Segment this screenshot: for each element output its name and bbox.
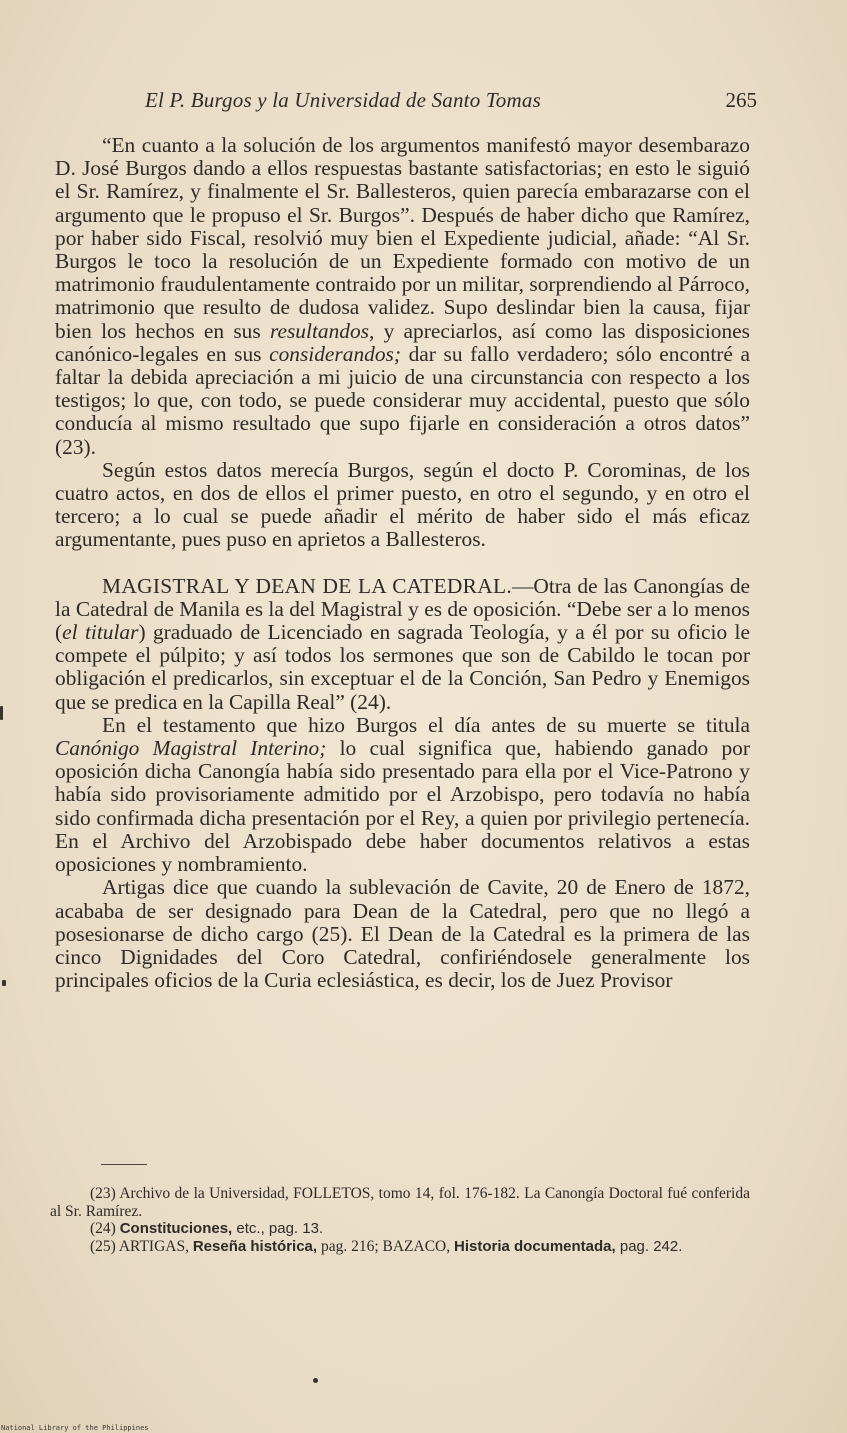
bold-run: Historia documentada, xyxy=(453,1237,616,1255)
text-run: (25) ARTIGAS, xyxy=(90,1237,193,1255)
text-run: pag. 216; BAZACO, xyxy=(317,1237,454,1255)
footnote-23: (23) Archivo de la Universidad, FOLLETOS, tomo 14, fol. 176-182. La Canongía Doctoral fué conferida al Sr. Ramírez. xyxy=(50,1185,750,1220)
library-credit: National Library of the Philippines xyxy=(1,1424,149,1432)
text-run: (24) xyxy=(90,1220,120,1238)
paragraph-2: Según estos datos merecía Burgos, según el docto P. Corominas, de los cuatro actos, en dos de ellos el primer puesto, en otro el segundo, y en otro el tercero; a lo cual se puede añadir el mérito de haber sido el más eficaz argumentante, pues puso en aprietos a Ballesteros. xyxy=(55,457,750,552)
page-number: 265 xyxy=(725,88,757,112)
main-text xyxy=(55,134,750,992)
footnote-rule xyxy=(101,1164,147,1165)
edge-mark xyxy=(0,706,3,720)
paragraph-3 xyxy=(55,575,750,714)
footnote-24 xyxy=(50,1220,750,1238)
text-run: etc., pag. 13. xyxy=(232,1220,324,1238)
footnotes xyxy=(50,1185,750,1255)
bold-run: Reseña histórica, xyxy=(192,1237,318,1255)
text-run: y apreciarlos, así como las disposiciones canónico-legales en sus xyxy=(55,318,750,366)
paragraph-1 xyxy=(55,134,750,459)
paragraph-4 xyxy=(55,714,750,876)
paragraph-5: Artigas dice que cuando la sublevación de Cavite, 20 de Enero de 1872, acababa de ser designado para Dean de la Catedral, pero que no llegó a posesionarse de dicho cargo (25). El Dean de la Catedral es la primera de las cinco Dignidades del Coro Catedral, confiriéndosele generalmente los principales oficios de la Curia eclesiástica, es decir, los de Juez Provisor xyxy=(55,875,750,993)
text-run: “En cuanto a la solución de los argumentos manifestó mayor desembarazo D. José Burgos dando a ellos respuestas bastante satisfactorias; en esto le siguió el Sr. Ramírez, y finalmente el Sr. Ballesteros, quien parecía embarazarse con el argumento que le propuso el Sr. Burgos”. Después de haber dicho que Ramírez, por haber sido Fiscal, resolvió muy bien el Expediente judicial, añade: “Al Sr. Burgos le toco la resolución de un Expediente formado con motivo de un matrimonio fraudulentamente contraido por un militar, sorprendiendo al Párroco, matrimonio que resulto de dudosa validez. Supo deslindar bien la causa, fijar bien los hechos en sus xyxy=(55,133,750,343)
section-gap xyxy=(55,552,750,575)
bold-run: Constituciones, xyxy=(119,1220,233,1238)
text-run: —Otra de las Canongías de la Catedral de Manila es la del Magistral y es de oposición. “Debe ser a lo menos ( xyxy=(55,573,751,645)
text-run: lo cual significa que, habiendo ganado por oposición dicha Canongía había sido presentado para ella por el Vice-Patrono y había sido provisoriamente admitido por el Arzobispo, pero todavía no había sido confirmada dicha presentación por el Rey, a quien por privilegio pertenecía. En el Archivo del Arzobispado debe haber documentos relativos a estas oposiciones y nombramiento. xyxy=(55,736,750,877)
text-run: En el testamento que hizo Burgos el día antes de su muerte se titula xyxy=(102,712,750,737)
italic-run: el titular xyxy=(62,620,139,645)
running-header xyxy=(145,88,757,118)
italic-run: resultandos, xyxy=(269,318,375,343)
running-title: El P. Burgos y la Universidad de Santo Tomas xyxy=(145,88,541,112)
section-heading: MAGISTRAL Y DEAN DE LA CATEDRAL. xyxy=(102,573,512,598)
text-run: pag. 242. xyxy=(615,1237,683,1255)
text-run: dar su fallo verdadero; sólo encontré a faltar la debida apreciación a mi juicio de una circunstancia con respecto a los testigos; lo que, con todo, se puede considerar muy accidental, puesto que sólo conducía al mismo resultado que supo fijarle en consideración a otros datos” (23). xyxy=(55,341,750,459)
edge-mark xyxy=(2,980,6,986)
italic-run: considerandos; xyxy=(269,341,401,366)
footnote-25 xyxy=(50,1238,750,1256)
italic-run: Canónigo Magistral Interino; xyxy=(55,736,327,761)
text-run: ) graduado de Licenciado en sagrada Teología, y a él por su oficio le compete el púlpito; y así todos los sermones que son de Cabildo le tocan por obligación el predicarlos, sin exceptuar el de la Conción, San Pedro y Enemigos que se predica en la Capilla Real” (24). xyxy=(55,620,750,714)
ink-dot xyxy=(313,1378,318,1383)
